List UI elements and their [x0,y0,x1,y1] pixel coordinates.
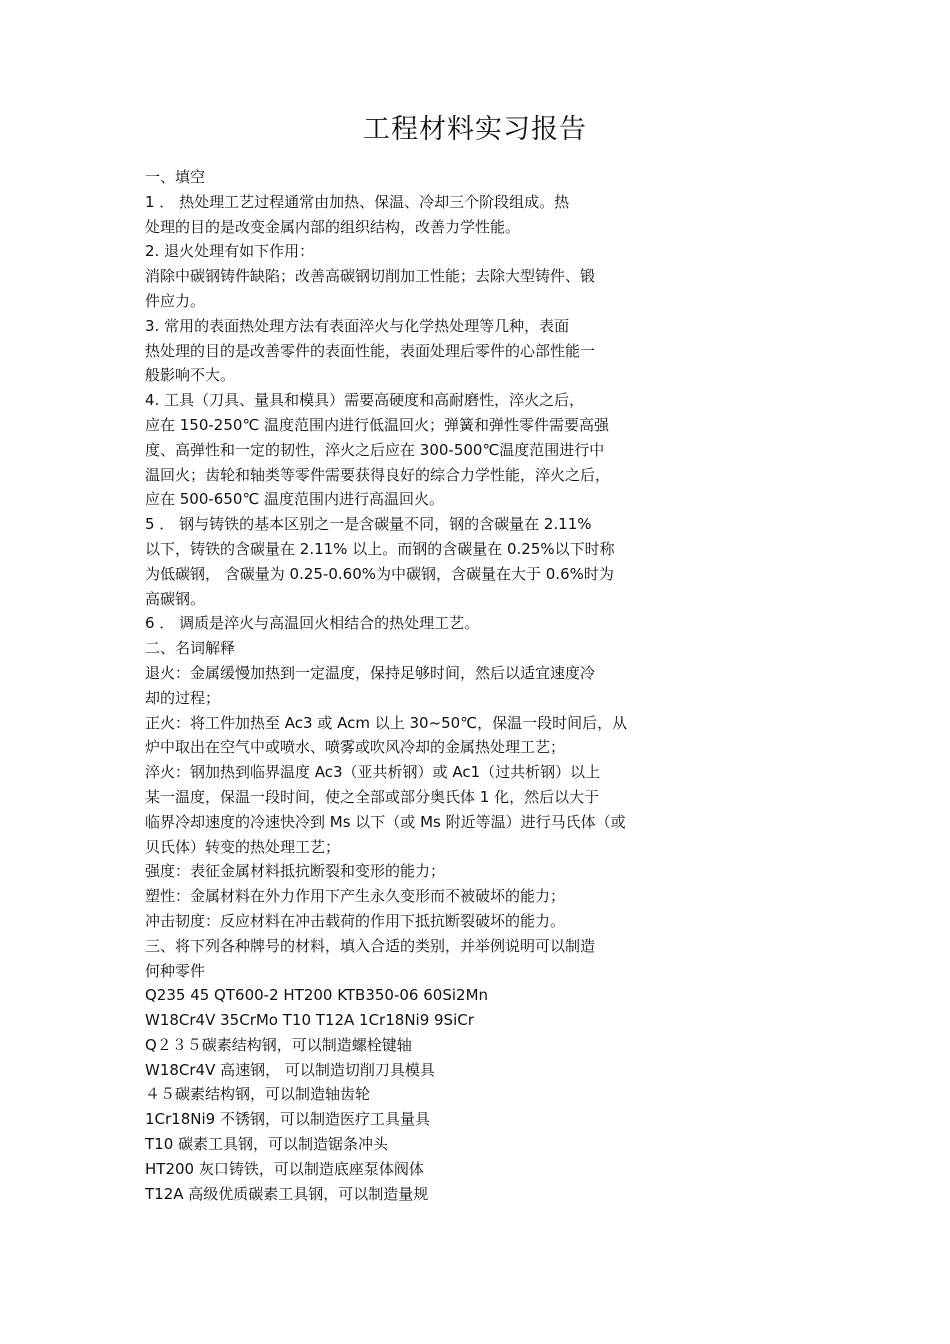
paragraph-line: 临界冷却速度的冷速快冷到 Ms 以下（或 Ms 附近等温）进行马氏体（或 [145,812,626,831]
paragraph-line: 温回火；齿轮和轴类等零件需要获得良好的综合力学性能，淬火之后， [145,465,611,484]
paragraph-line: 6 ． 调质是淬火与高温回火相结合的热处理工艺。 [145,614,480,633]
material-answer-line: HT200 灰口铸铁，可以制造底座泵体阀体 [145,1159,424,1178]
paragraph-line: 贝氏体）转变的热处理工艺； [145,837,341,856]
paragraph-line: 何种零件 [145,961,206,980]
paragraph-line: 高碳钢。 [145,589,206,608]
material-answer-line: W18Cr4V 高速钢， 可以制造切削刀具模具 [145,1060,435,1079]
paragraph-line: 应在 150-250℃ 温度范围内进行低温回火；弹簧和弹性零件需要高强 [145,415,610,434]
paragraph-line: 塑性：金属材料在外力作用下产生永久变形而不被破坏的能力； [145,887,566,906]
paragraph-line: 3. 常用的表面热处理方法有表面淬火与化学热处理等几种，表面 [145,316,570,335]
paragraph-line: 强度：表征金属材料抵抗断裂和变形的能力； [145,862,446,881]
paragraph-line: 应在 500-650℃ 温度范围内进行高温回火。 [145,490,445,509]
material-answer-line: T12A 高级优质碳素工具钢，可以制造量规 [145,1184,429,1203]
material-answer-line: 1Cr18Ni9 不锈钢，可以制造医疗工具量具 [145,1110,430,1129]
paragraph-line: 炉中取出在空气中或喷水、喷雾或吹风冷却的金属热处理工艺； [145,738,566,757]
paragraph-line: 淬火：钢加热到临界温度 Ac3（亚共析钢）或 Ac1（过共析钢）以上 [145,763,601,782]
material-answer-line: T10 碳素工具钢，可以制造锯条冲头 [145,1135,389,1154]
material-grades-line: W18Cr4V 35CrMo T10 T12A 1Cr18Ni9 9SiCr [145,1011,474,1030]
material-answer-line: ４５碳素结构钢，可以制造轴齿轮 [145,1085,371,1104]
paragraph-line: 4. 工具（刀具、量具和模具）需要高硬度和高耐磨性，淬火之后， [145,391,585,410]
paragraph-line: 5 ． 钢与铸铁的基本区别之一是含碳量不同，钢的含碳量在 2.11% [145,515,592,534]
paragraph-line: 某一温度，保温一段时间，使之全部或部分奥氏体 1 化，然后以大于 [145,787,600,806]
section-heading-terms: 二、名词解释 [145,639,236,658]
paragraph-line: 2. 退火处理有如下作用： [145,242,315,261]
material-answer-line: Q２３５碳素结构钢，可以制造螺栓键轴 [145,1035,412,1054]
paragraph-line: 正火：将工件加热至 Ac3 或 Acm 以上 30~50℃，保温一段时间后，从 [145,713,628,732]
paragraph-line: 件应力。 [145,291,206,310]
section-heading-materials: 三、将下列各种牌号的材料，填入合适的类别，并举例说明可以制造 [145,936,596,955]
paragraph-line: 退火：金属缓慢加热到一定温度，保持足够时间，然后以适宜速度冷 [145,663,596,682]
paragraph-line: 却的过程； [145,688,221,707]
paragraph-line: 冲击韧度：反应材料在冲击载荷的作用下抵抗断裂破坏的能力。 [145,911,566,930]
paragraph-line: 处理的目的是改变金属内部的组织结构，改善力学性能。 [145,217,521,236]
material-grades-line: Q235 45 QT600-2 HT200 KTB350-06 60Si2Mn [145,986,489,1005]
paragraph-line: 度、高弹性和一定的韧性，淬火之后应在 300-500℃温度范围进行中 [145,440,605,459]
paragraph-line: 热处理的目的是改善零件的表面性能，表面处理后零件的心部性能一 [145,341,596,360]
paragraph-line: 1 ． 热处理工艺过程通常由加热、保温、冷却三个阶段组成。热 [145,192,570,211]
paragraph-line: 般影响不大。 [145,366,236,385]
paragraph-line: 为低碳钢， 含碳量为 0.25-0.60%为中碳钢，含碳量在大于 0.6%时为 [145,564,614,583]
section-heading-fill-blanks: 一、填空 [145,168,206,186]
document-body [145,165,705,1206]
paragraph-line: 消除中碳钢铸件缺陷；改善高碳钢切削加工性能；去除大型铸件、锻 [145,267,596,286]
paragraph-line: 以下，铸铁的含碳量在 2.11% 以上。而钢的含碳量在 0.25%以下时称 [145,539,615,558]
document-title: 工程材料实习报告 [363,114,587,145]
